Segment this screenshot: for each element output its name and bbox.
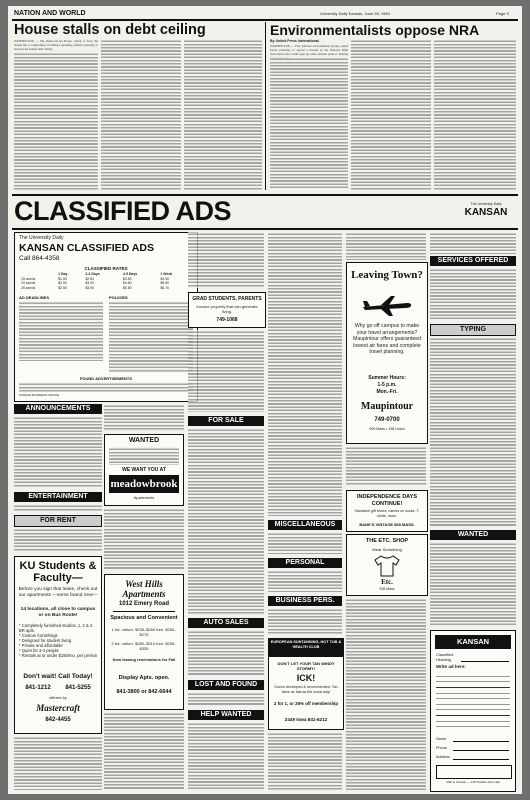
maupintour-ad [346,262,428,444]
grad-body: Income property that can generate living. [196,304,258,314]
rates-box [14,232,198,402]
rates-title-small: The University Daily [19,235,64,241]
classified-logo: KANSAN [464,207,508,218]
leaving-hours: 1-5 p.m. [377,382,397,388]
nra-byline: By United Press International [270,39,319,43]
debt-dateline: WASHINGTON — The Democrat-led House, trying to force the Senate into a compromise on military spending, refused yesterday to increase the federal debt ceiling. [14,39,98,51]
order-form [430,630,516,792]
col5-bottom-text [346,598,426,790]
feature-text: Rentals at or under $150/mo. per person [21,653,98,658]
leaving-days: Mon.-Fri. [376,389,398,395]
tan-slogan: ICK! [296,673,316,683]
business-text [268,608,342,634]
tan-phone: 2449 Iowa 841-6212 [284,717,328,722]
etc-shop-ad [346,534,428,596]
list-item: * Quiet for 3-4 people [19,648,59,653]
form-address-field[interactable] [453,759,509,760]
help-wanted-text [188,722,264,790]
rates-table [19,272,191,290]
header-rule [12,19,518,21]
col5-mid-text [346,446,426,486]
nra-column-2 [351,39,431,190]
etc-address: 928 Mass [379,587,395,591]
independence-title: INDEPENDENCE DAYS CONTINUE! [356,494,417,507]
nra-headline: Environmentalists oppose NRA [270,22,480,38]
independence-ad [346,490,428,532]
col3-rent-text [188,330,264,412]
westhills-name: West Hills Apartments [122,579,166,599]
found-heading: FOUND ADVERTISEMENTS [79,376,133,381]
meadowbrook-text [109,447,179,465]
rates-phone: Call 864-4358 [19,255,60,262]
rates-cell: $1.50 [58,276,67,281]
form-phone-label: Phone [436,746,447,750]
debt-column-1 [14,52,98,190]
story-divider [265,22,266,190]
for-sale-header: FOR SALE [188,416,264,426]
rates-cell: $2.50 [58,285,67,290]
rates-cell: 20 words [21,281,36,286]
tan-body: Doctor developed & recommended. Tan twice as fast as the usual way! [274,685,338,694]
etc-sub: Wear Something [372,547,402,552]
list-item: * Designed for student living [19,638,72,643]
feature-text: Designed for student living [21,638,72,643]
form-write-label: Write ad here: [436,664,466,669]
rates-cell: $5.60 [160,281,170,286]
form-mail-to: Mail to Kansan — 118 Stauffer-Flint Hall [446,780,500,784]
list-item: * Private and affordable [19,643,63,648]
westhills-address: 1012 Emery Road [118,601,170,607]
westhills-sub: Spacious and Convenient [110,615,178,621]
form-title: KANSAN CLASSIFIEDS [448,637,498,660]
rates-cell: $6.70 [160,285,170,290]
ku-ad-title: KU Students & Faculty— [19,560,97,584]
westhills-line-3: Now leasing reservations for Fall [112,657,176,662]
ku-ad-phone-2: 841-5255 [65,685,91,691]
westhills-line-1: 1 bd. unfurn. $235–$260 furn. $250–$275 [111,627,177,637]
debt-column-3 [184,39,262,190]
independence-foot: BANK'S VINTAGE 808 MASS. [359,522,415,527]
personal-header: PERSONAL [268,558,342,568]
rates-cell: $3.20 [85,281,95,286]
ku-ad-tagline: Don't wait! Call Today! [23,673,93,680]
form-phone-field[interactable] [453,750,509,751]
debt-headline: House stalls on debt ceiling [14,22,206,38]
meadowbrook-title: WE WANT YOU AT [122,467,166,473]
form-name-field[interactable] [453,741,509,742]
grad-phone: 749-1068 [216,317,238,323]
col2-mid-text [104,508,184,570]
leaving-hours-label: Summer Hours: [368,375,406,381]
col2-top-text [104,404,184,430]
lost-found-header: LOST AND FOUND [188,680,264,690]
leaving-body: Why go off campus to make your travel arrangements? Maupintour offers guaranteed lowest air fares and complete travel planning. [353,323,421,356]
feature-text: Private and affordable [21,643,63,648]
rates-cell: $2.50 [85,276,95,281]
airplane-icon [361,295,413,317]
misc-text [268,532,342,554]
tan-offer: 2 for 1, or 25% off membership [273,701,339,706]
services-text [430,268,516,320]
westhills-line-2: 2 bd. unfurn. $280–$310 furn. $295–$335 [111,641,177,651]
for-rent-text [14,528,102,552]
ku-apartments-ad [14,556,102,734]
announcements-header: ANNOUNCEMENTS [14,404,102,414]
feature-text: Completely furnished studios, 1, 2 & 3 BR apts. [19,623,93,633]
col4-top-text [268,232,342,516]
rates-cell: $4.50 [160,276,170,281]
etc-title: THE ETC. SHOP [365,538,409,544]
col5-top-text [346,232,426,260]
westhills-rule [113,611,175,612]
grad-title: GRAD STUDENTS, PARENTS [192,296,262,302]
left-bottom-text [14,736,102,790]
auto-sales-header: AUTO SALES [188,618,264,628]
col3-top-text [188,232,264,288]
form-name-label: Name [436,737,447,741]
form-address-label: Address [436,755,450,759]
entertainment-header: ENTERTAINMENT [14,492,102,502]
leaving-title: Leaving Town? [351,269,423,281]
misc-header: MISCELLANEOUS [268,520,342,530]
newspaper-page [8,6,522,794]
tshirt-icon [373,555,401,577]
help-wanted-header: HELP WANTED [188,710,264,720]
maupintour-address: 900 Mass • 108 Union [369,427,405,431]
ku-ad-phone-3: 842-4455 [45,717,71,723]
tan-title-bg [269,639,343,657]
maupintour-logo: Maupintour [360,401,414,412]
personal-text [268,570,342,592]
etc-brand: Etc. [381,578,393,586]
rates-cell: $4.50 [122,281,132,286]
maupintour-phone: 749-0700 [374,417,400,423]
rates-header-cell: 1 Day [58,272,68,276]
ku-ad-offered: offered by [49,695,67,700]
ku-ad-sub: Before you sign that lease, check out our apartments —some brand new— [18,587,98,598]
classified-logo-small: The University Daily [470,202,502,206]
tan-line-1: DON'T LET YOUR TAN WINDY STORMY! [277,661,335,671]
list-item: * Rentals at or under $150/mo. per person [19,653,98,658]
tan-ad [268,638,344,730]
classified-banner: CLASSIFIED ADS [14,196,232,226]
auto-sales-text [188,630,264,676]
rates-title: KANSAN CLASSIFIED ADS [19,242,154,254]
found-text [19,382,193,392]
form-days-boxes[interactable] [436,765,512,779]
rates-cell: 25 words [21,285,36,290]
announcements-text [14,416,102,488]
nra-column-3 [434,39,516,190]
independence-body: Sandwich gift shoes, names on socks, T-shirts, more. [354,509,420,518]
table-row [19,286,191,291]
rates-cell: $3.50 [122,276,132,281]
wanted-text [430,542,516,626]
rates-header-cell: 4-5 Days [122,272,138,276]
lost-found-text [188,692,264,706]
ad-deadlines-heading: AD DEADLINES [19,295,50,300]
form-heading-field[interactable] [461,654,509,662]
rates-heading: CLASSIFIED RATES [84,266,128,271]
for-rent-header: FOR RENT [14,515,102,527]
business-header: BUSINESS PERS. [268,596,342,606]
westhills-line-4: Display Apts. open. [118,675,170,681]
classified-rule-bottom [12,228,518,230]
section-label: NATION AND WORLD [14,10,86,17]
meadowbrook-ad [104,434,184,506]
nra-dateline: WASHINGTON — Five national environmental groups joined forces yesterday to oppose a lawsuit by the National Rifle Association that would open up some national parks to hunting [270,44,348,56]
ku-ad-locations: 14 locations, all close to campus or on Bus Route! [20,607,96,618]
rates-header-cell: 1 Week [160,272,173,276]
rates-cell: $3.90 [85,285,95,290]
rates-cell: $2.00 [58,281,67,286]
ku-ad-phone-1: 841-1212 [25,685,51,691]
ku-ad-features [19,623,99,658]
typing-header: TYPING [430,324,516,336]
meadowbrook-logo-bg [109,475,179,493]
nra-column-1 [270,57,348,190]
westhills-ad [104,574,184,710]
westhills-phone: 841-3800 or 842-6644 [116,689,172,695]
services-header: SERVICES OFFERED [430,256,516,266]
rates-cell: $5.50 [122,285,132,290]
form-classified-label: Classified [436,652,454,657]
wanted-header: WANTED [430,530,516,540]
typing-text [430,337,516,527]
col2-bottom-text [104,712,184,790]
ku-ad-company: Mastercraft [36,703,80,713]
page-number: Page 9 [496,11,509,16]
meadowbrook-wanted: WANTED [128,437,160,444]
col6-top-text [430,232,516,254]
rates-header-cell: 2-3 Days [85,272,100,276]
entertainment-text [14,504,102,512]
policies-text [109,301,193,373]
feature-text: Quiet for 3-4 people [21,648,59,653]
policies-heading: POLICIES [109,295,128,300]
tan-title: EUROPEAN SUNTANNING, HOT TUB & HEALTH CLUB [270,640,342,649]
grad-ad [188,292,266,328]
feature-text: Custom furnishings [21,633,58,638]
form-ad-lines[interactable] [436,671,510,731]
list-item: * Custom furnishings [19,633,58,638]
debt-column-2 [101,39,181,190]
business-office: KANSAN BUSINESS OFFICE [19,393,60,397]
form-heading-label: Heading [436,657,451,662]
meadowbrook-sub: Apartments [133,495,155,500]
meadowbrook-logo: meadowbrook [110,478,178,490]
ad-deadlines-text [19,301,103,361]
paper-info: University Daily Kansan, June 28, 1984 [320,11,390,16]
rates-cell: 15 words [21,276,36,281]
list-item: * Completely furnished studios, 1, 2 & 3 BR apts. [19,623,93,633]
for-sale-text [188,428,264,614]
col4-bottom-text [268,732,342,790]
